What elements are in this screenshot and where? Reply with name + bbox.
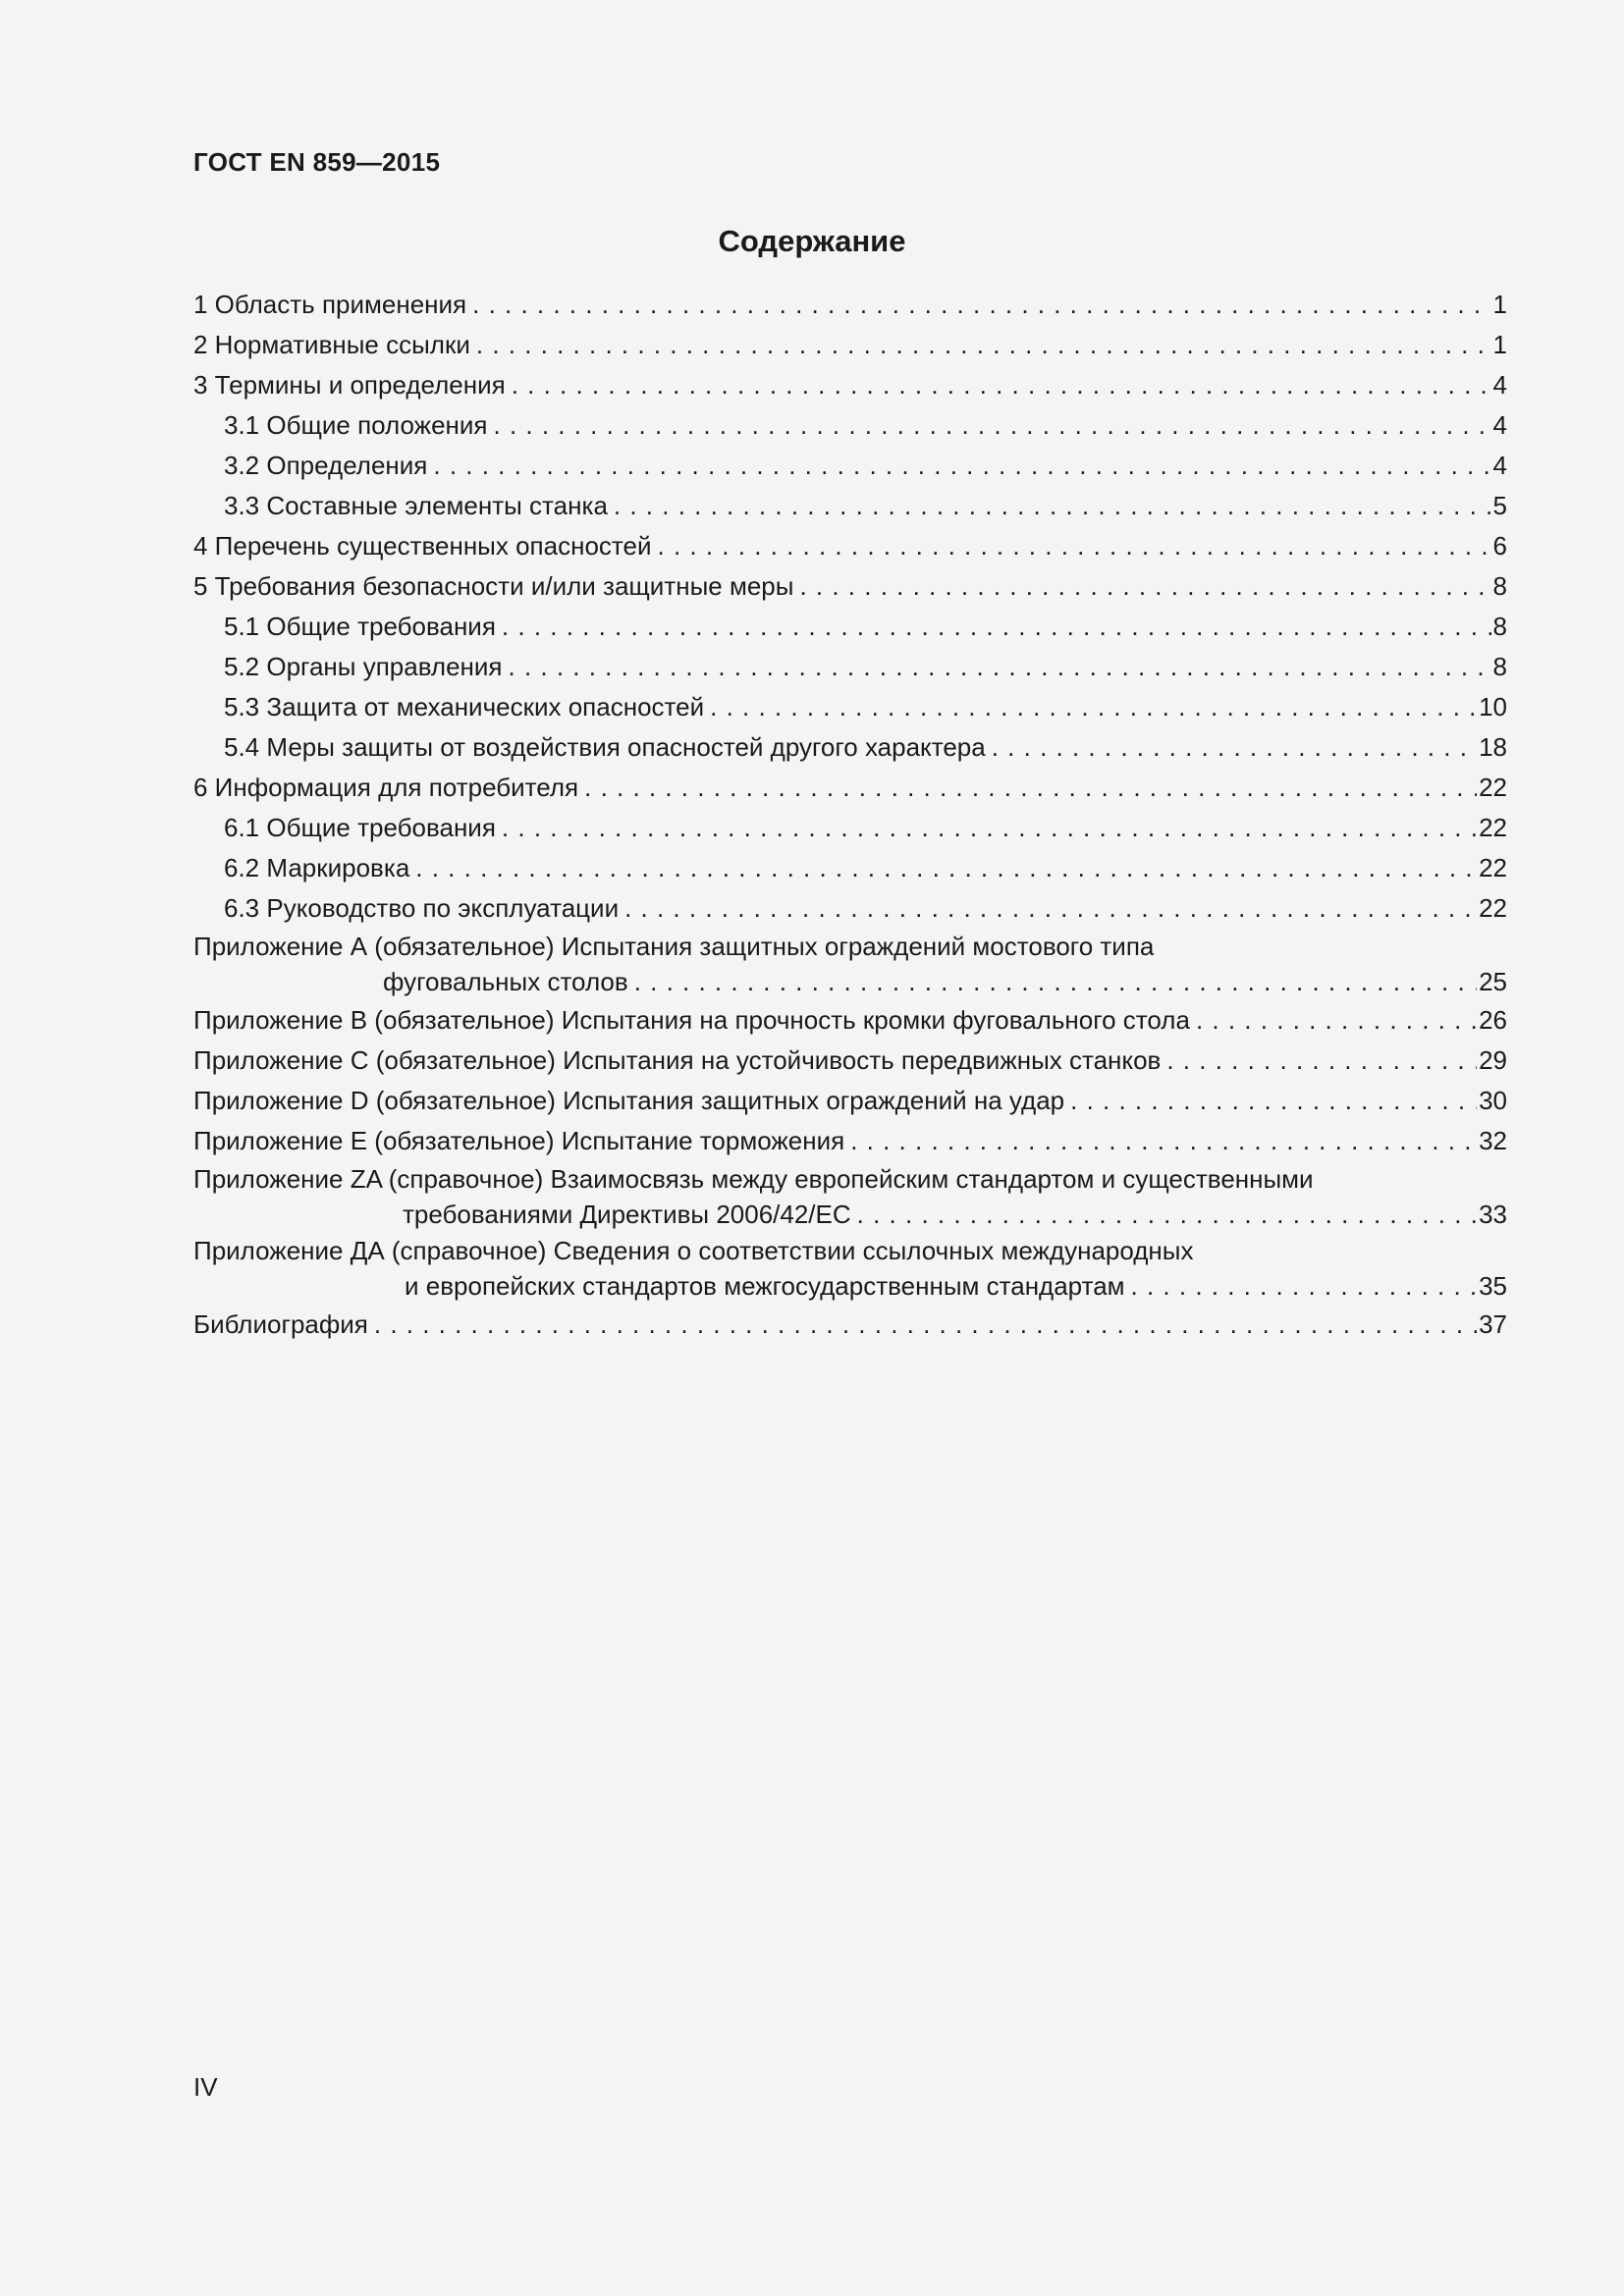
toc-entry-page: 30 [1479, 1086, 1507, 1115]
toc-entry-page: 37 [1479, 1309, 1507, 1339]
toc-entry-page: 32 [1479, 1126, 1507, 1155]
toc-entry-page: 22 [1479, 813, 1507, 842]
dot-leader [374, 1305, 1477, 1345]
toc-entry-page: 22 [1479, 773, 1507, 802]
toc-entry-page: 26 [1479, 1005, 1507, 1035]
toc-entry-text: Приложение Е (обязательное) Испытание торможения [193, 1126, 845, 1155]
dot-leader [502, 607, 1491, 647]
toc-entry[interactable] [193, 566, 1507, 607]
toc-entry-page: 4 [1492, 370, 1507, 400]
dot-leader [992, 727, 1477, 768]
toc-bibliography[interactable] [193, 1305, 1507, 1345]
toc-entry-page: 8 [1492, 571, 1507, 601]
toc-entry-page: 22 [1479, 853, 1507, 882]
dot-leader [509, 647, 1491, 687]
toc-entry[interactable] [193, 285, 1507, 325]
toc-entry-text: 3.3 Составные элементы станка [224, 491, 608, 520]
dot-leader [1166, 1041, 1477, 1081]
toc-annex-e[interactable] [193, 1121, 1507, 1161]
toc-entry-page: 22 [1479, 893, 1507, 923]
toc-subentry[interactable] [193, 727, 1507, 768]
dot-leader [472, 285, 1490, 325]
toc-entry-text-continued: требованиями Директивы 2006/42/ЕС [403, 1200, 851, 1229]
toc-entry-page: 29 [1479, 1045, 1507, 1075]
dot-leader [1070, 1081, 1477, 1121]
dot-leader [1196, 1000, 1477, 1041]
toc-entry-text: 6.1 Общие требования [224, 813, 496, 842]
toc-entry-page: 6 [1492, 531, 1507, 561]
dot-leader [710, 687, 1477, 727]
document-id: ГОСТ EN 859—2015 [193, 147, 441, 177]
toc-entry-page: 18 [1479, 732, 1507, 762]
toc-entry-text: 2 Нормативные ссылки [193, 330, 470, 359]
toc-entry-text: Приложение А (обязательное) Испытания защитных ограждений мостового типа [193, 932, 1155, 961]
toc-annex-c[interactable] [193, 1041, 1507, 1081]
toc-subentry[interactable] [193, 607, 1507, 647]
toc-entry-page: 25 [1479, 967, 1507, 996]
toc-entry-text: 6.3 Руководство по эксплуатации [224, 893, 620, 923]
toc-entry-page: 33 [1479, 1200, 1507, 1229]
toc-entry-text: Приложение ZA (справочное) Взаимосвязь между европейским стандартом и существенными [193, 1164, 1314, 1194]
dot-leader [799, 566, 1490, 607]
page-number: IV [193, 2072, 218, 2102]
toc-entry[interactable] [193, 325, 1507, 365]
toc-entry-page: 8 [1492, 612, 1507, 641]
toc-entry-text: 3.1 Общие положения [224, 410, 488, 440]
toc-entry-text: 5.4 Меры защиты от воздействия опасностей другого характера [224, 732, 986, 762]
toc-entry-text: Приложение D (обязательное) Испытания защитных ограждений на удар [193, 1086, 1065, 1115]
toc-entry-text-continued: фуговальных столов [383, 967, 628, 996]
toc-annex-d[interactable] [193, 1081, 1507, 1121]
toc-entry-page: 5 [1492, 491, 1507, 520]
toc-entry[interactable] [193, 768, 1507, 808]
toc-entry-text: 5 Требования безопасности и/или защитные меры [193, 571, 794, 601]
dot-leader [1131, 1268, 1478, 1305]
toc-annex-da[interactable] [193, 1234, 1507, 1305]
toc-entry-page: 35 [1479, 1271, 1507, 1301]
toc-entry[interactable] [193, 526, 1507, 566]
toc-entry-text: 5.1 Общие требования [224, 612, 496, 641]
toc-entry-text: 5.2 Органы управления [224, 652, 503, 681]
toc-entry-page: 10 [1479, 692, 1507, 721]
toc-subentry[interactable] [193, 687, 1507, 727]
toc-subentry[interactable] [193, 405, 1507, 446]
toc-entry-page: 4 [1492, 410, 1507, 440]
dot-leader [857, 1197, 1477, 1233]
toc-annex-a[interactable] [193, 930, 1507, 1000]
toc-entry-page: 8 [1492, 652, 1507, 681]
toc-subentry[interactable] [193, 647, 1507, 687]
dot-leader [614, 486, 1491, 526]
toc-subentry[interactable] [193, 446, 1507, 486]
toc-entry-text: Библиография [193, 1309, 368, 1339]
toc-entry-text: 3.2 Определения [224, 451, 428, 480]
toc-entry-text: 3 Термины и определения [193, 370, 506, 400]
toc-entry-text: 5.3 Защита от механических опасностей [224, 692, 705, 721]
toc-entry-text: 4 Перечень существенных опасностей [193, 531, 652, 561]
toc-entry-text: 6.2 Маркировка [224, 853, 410, 882]
toc-entry-text: 1 Область применения [193, 290, 467, 319]
dot-leader [415, 848, 1477, 888]
dot-leader [494, 405, 1491, 446]
page-title: Содержание [718, 224, 906, 258]
dot-leader [433, 446, 1490, 486]
dot-leader [476, 325, 1491, 365]
dot-leader [502, 808, 1477, 848]
toc-subentry[interactable] [193, 486, 1507, 526]
toc-entry-page: 1 [1492, 290, 1507, 319]
toc-subentry[interactable] [193, 888, 1507, 929]
toc-annex-za[interactable] [193, 1162, 1507, 1233]
dot-leader [584, 768, 1477, 808]
dot-leader [512, 365, 1491, 405]
toc-entry-text: Приложение С (обязательное) Испытания на устойчивость передвижных станков [193, 1045, 1162, 1075]
toc-entry-page: 4 [1492, 451, 1507, 480]
dot-leader [658, 526, 1491, 566]
toc-entry[interactable] [193, 365, 1507, 405]
toc-annex-b[interactable] [193, 1000, 1507, 1041]
dot-leader [634, 964, 1477, 1000]
dot-leader [624, 888, 1477, 929]
toc-entry-page: 1 [1492, 330, 1507, 359]
toc-entry-text: Приложение В (обязательное) Испытания на прочность кромки фуговального стола [193, 1005, 1190, 1035]
toc-entry-text-continued: и европейских стандартов межгосударственным стандартам [405, 1271, 1125, 1301]
toc-entry-text: 6 Информация для потребителя [193, 773, 579, 802]
table-of-contents [193, 285, 1507, 1345]
dot-leader [850, 1121, 1477, 1161]
toc-subentry[interactable] [193, 848, 1507, 888]
toc-entry-text: Приложение ДА (справочное) Сведения о соответствии ссылочных международных [193, 1236, 1194, 1265]
toc-subentry[interactable] [193, 808, 1507, 848]
